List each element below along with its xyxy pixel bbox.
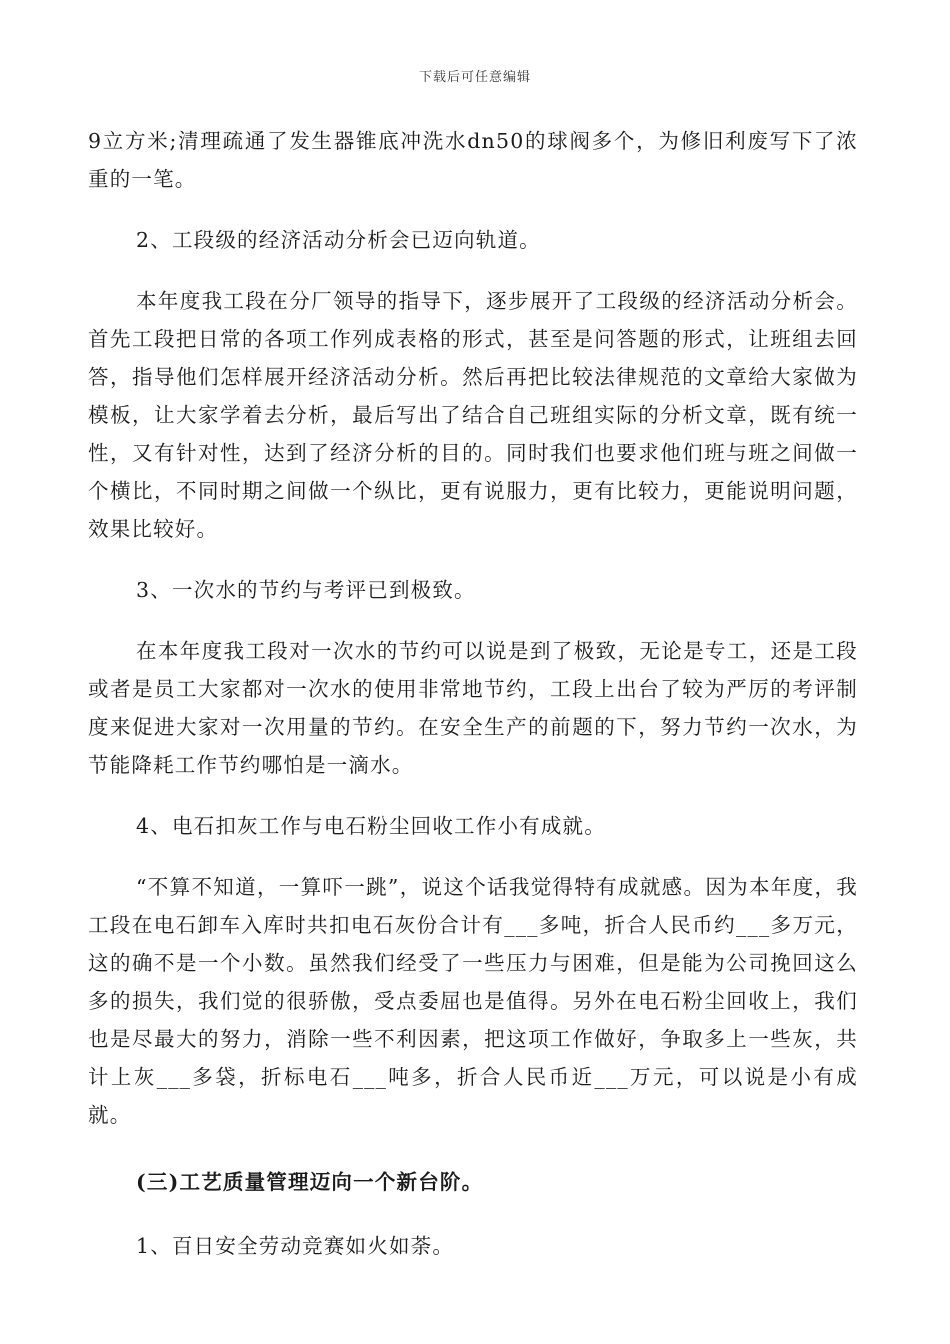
page-header: 下载后可任意编辑 — [418, 70, 531, 85]
document-body — [88, 122, 858, 1265]
paragraph-economic-analysis: 本年度我工段在分厂领导的指导下，逐步展开了工段级的经济活动分析会。首先工段把日常的各项工作列成表格的形式，甚至是问答题的形式，让班组去回答，指导他们怎样展开经济活动分析。然后再把比较法律规范的文章给大家做为模板，让大家学着去分析，最后写出了结合自己班组实际的分析文章，既有统一性，又有针对性，达到了经济分析的目的。同时我们也要求他们班与班之间做一个横比，不同时期之间做一个纵比，更有说服力，更有比较力，更能说明问题，效果比较好。 — [88, 289, 858, 541]
subheading-water-saving: 3、一次水的节约与考评已到极致。 — [136, 578, 476, 602]
section-heading-quality: (三)工艺质量管理迈向一个新台阶。 — [136, 1170, 484, 1194]
subheading-safety-competition: 1、百日安全劳动竞赛如火如荼。 — [136, 1234, 455, 1258]
paragraph-calcium-carbide: “不算不知道，一算吓一跳”，说这个话我觉得特有成就感。因为本年度，我工段在电石卸车入库时共扣电石灰份合计有___多吨，折合人民币约___多万元，这的确不是一个小数。虽然我们经受了一些压力与困难，但是能为公司挽回这么多的损失，我们觉的很骄傲，受点委屈也是值得。另外在电石粉尘回收上，我们也是尽最大的努力，消除一些不利因素，把这项工作做好，争取多上一些灰，共计上灰___多袋，折标电石___吨多，折合人民币近___万元，可以说是小有成就。 — [88, 875, 858, 1127]
subheading-economic-analysis: 2、工段级的经济活动分析会已迈向轨道。 — [136, 228, 541, 252]
subheading-calcium-carbide: 4、电石扣灰工作与电石粉尘回收工作小有成就。 — [136, 814, 606, 838]
paragraph-water-saving: 在本年度我工段对一次水的节约可以说是到了极致，无论是专工，还是工段或者是员工大家都对一次水的使用非常地节约，工段上出台了较为严厉的考评制度来促进大家对一次用量的节约。在安全生产的前题的下，努力节约一次水，为节能降耗工作节约哪怕是一滴水。 — [88, 639, 858, 777]
paragraph-continuation: 9立方米;清理疏通了发生器锥底冲洗水dn50的球阀多个，为修旧利废写下了浓重的一笔。 — [88, 129, 858, 191]
